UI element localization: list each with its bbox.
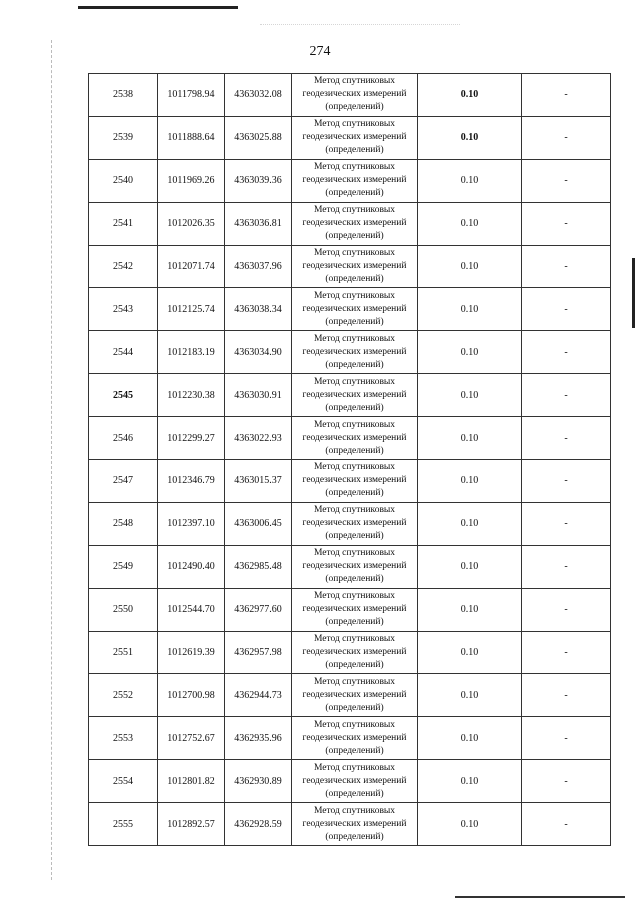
table-row [89,374,611,417]
method-cell [292,288,418,331]
method-line: (определений) [325,660,384,671]
table-row [89,460,611,503]
method-line: (определений) [325,574,384,585]
table-row [89,74,611,117]
note-cell: - [522,631,611,674]
method-cell [292,245,418,288]
x-coordinate-cell: 1012230.38 [158,374,225,417]
accuracy-cell: 0.10 [418,717,522,760]
note-cell: - [522,803,611,846]
method-cell [292,74,418,117]
point-number-cell: 2553 [89,717,158,760]
method-line: (определений) [325,488,384,499]
y-coordinate-cell: 4363015.37 [225,460,292,503]
method-line: (определений) [325,831,384,842]
note-cell: - [522,374,611,417]
method-line: Метод спутниковых [313,162,396,173]
point-number-cell: 2538 [89,74,158,117]
note-cell: - [522,588,611,631]
scan-artifact-specks [260,10,460,25]
method-cell [292,717,418,760]
method-line: геодезических измерений [302,346,407,357]
table-row [89,631,611,674]
method-cell [292,803,418,846]
accuracy-cell: 0.10 [418,374,522,417]
method-line: геодезических измерений [302,647,407,658]
method-cell [292,202,418,245]
x-coordinate-cell: 1011888.64 [158,116,225,159]
note-cell: - [522,760,611,803]
method-line: геодезических измерений [302,261,407,271]
method-line: Метод спутниковых [313,591,396,602]
method-line: Метод спутниковых [313,419,396,430]
table-row [89,717,611,760]
method-line: Метод спутниковых [313,290,396,301]
method-cell [292,460,418,503]
y-coordinate-cell: 4363036.81 [225,202,292,245]
accuracy-cell: 0.10 [418,331,522,374]
method-line: Метод спутниковых [313,634,396,645]
method-line: (определений) [325,445,384,456]
x-coordinate-cell: 1012299.27 [158,417,225,460]
page-number: 274 [309,44,331,59]
accuracy-cell: 0.10 [418,116,522,159]
x-coordinate-cell: 1012071.74 [158,245,225,288]
method-line: Метод спутниковых [313,376,396,387]
accuracy-cell: 0.10 [418,159,522,202]
point-number-cell: 2540 [89,159,158,202]
table-row [89,803,611,846]
method-cell [292,545,418,588]
note-cell: - [522,545,611,588]
method-line: (определений) [325,145,384,156]
method-cell [292,502,418,545]
x-coordinate-cell: 1012397.10 [158,502,225,545]
method-line: Метод спутниковых [313,719,396,730]
note-cell: - [522,245,611,288]
method-cell [292,374,418,417]
method-line: (определений) [325,788,384,799]
method-cell [292,417,418,460]
method-line: геодезических измерений [302,818,407,829]
note-cell: - [522,331,611,374]
accuracy-cell: 0.10 [418,417,522,460]
table-row [89,502,611,545]
accuracy-cell: 0.10 [418,202,522,245]
table-row [89,159,611,202]
method-line: Метод спутниковых [313,205,396,216]
scan-artifact-bottom-line [455,896,625,898]
accuracy-cell: 0.10 [418,288,522,331]
method-cell [292,760,418,803]
note-cell: - [522,288,611,331]
method-line: (определений) [325,274,384,284]
y-coordinate-cell: 4362977.60 [225,588,292,631]
method-line: геодезических измерений [302,604,407,615]
table-row [89,588,611,631]
method-cell [292,159,418,202]
table-row [89,116,611,159]
method-line: (определений) [325,359,384,370]
point-number-cell: 2550 [89,588,158,631]
accuracy-cell: 0.10 [418,674,522,717]
note-cell: - [522,116,611,159]
method-line: Метод спутниковых [313,805,396,816]
coordinates-table [88,73,611,846]
table-row [89,674,611,717]
method-line: Метод спутниковых [313,548,396,559]
x-coordinate-cell: 1012752.67 [158,717,225,760]
coordinates-table-body [89,74,611,846]
table-row [89,331,611,374]
method-line: (определений) [325,745,384,756]
accuracy-cell: 0.10 [418,74,522,117]
y-coordinate-cell: 4363032.08 [225,74,292,117]
point-number-cell: 2548 [89,502,158,545]
x-coordinate-cell: 1012700.98 [158,674,225,717]
point-number-cell: 2542 [89,245,158,288]
method-cell [292,331,418,374]
x-coordinate-cell: 1011798.94 [158,74,225,117]
accuracy-cell: 0.10 [418,502,522,545]
point-number-cell: 2555 [89,803,158,846]
x-coordinate-cell: 1012346.79 [158,460,225,503]
point-number-cell: 2547 [89,460,158,503]
accuracy-cell: 0.10 [418,588,522,631]
method-cell [292,116,418,159]
method-line: Метод спутниковых [313,676,396,687]
method-cell [292,631,418,674]
method-line: геодезических измерений [302,475,407,486]
point-number-cell: 2546 [89,417,158,460]
x-coordinate-cell: 1012026.35 [158,202,225,245]
method-line: (определений) [325,531,384,542]
method-line: геодезических измерений [302,689,407,700]
y-coordinate-cell: 4362944.73 [225,674,292,717]
point-number-cell: 2545 [89,374,158,417]
x-coordinate-cell: 1012801.82 [158,760,225,803]
accuracy-cell: 0.10 [418,245,522,288]
method-line: Метод спутниковых [313,762,396,773]
method-line: Метод спутниковых [313,333,396,344]
scan-artifact-left-margin [51,40,53,880]
method-line: Метод спутниковых [313,76,396,87]
scan-artifact-top-line [78,6,238,9]
point-number-cell: 2544 [89,331,158,374]
method-cell [292,674,418,717]
point-number-cell: 2554 [89,760,158,803]
y-coordinate-cell: 4363034.90 [225,331,292,374]
table-row [89,545,611,588]
x-coordinate-cell: 1012544.70 [158,588,225,631]
table-row [89,760,611,803]
note-cell: - [522,202,611,245]
y-coordinate-cell: 4362935.96 [225,717,292,760]
method-line: (определений) [325,188,384,199]
y-coordinate-cell: 4362985.48 [225,545,292,588]
accuracy-cell: 0.10 [418,545,522,588]
note-cell: - [522,502,611,545]
y-coordinate-cell: 4363038.34 [225,288,292,331]
table-row [89,245,611,288]
accuracy-cell: 0.10 [418,631,522,674]
point-number-cell: 2543 [89,288,158,331]
y-coordinate-cell: 4363006.45 [225,502,292,545]
note-cell: - [522,460,611,503]
y-coordinate-cell: 4362928.59 [225,803,292,846]
method-line: геодезических измерений [302,132,407,143]
table-row [89,202,611,245]
accuracy-cell: 0.10 [418,803,522,846]
point-number-cell: 2551 [89,631,158,674]
x-coordinate-cell: 1012490.40 [158,545,225,588]
method-line: (определений) [325,316,384,327]
y-coordinate-cell: 4363039.36 [225,159,292,202]
x-coordinate-cell: 1012892.57 [158,803,225,846]
y-coordinate-cell: 4362930.89 [225,760,292,803]
note-cell: - [522,74,611,117]
scan-artifact-right-mark [632,258,635,328]
method-line: (определений) [325,402,384,413]
note-cell: - [522,417,611,460]
method-line: геодезических измерений [302,389,407,400]
x-coordinate-cell: 1012125.74 [158,288,225,331]
method-line: геодезических измерений [302,518,407,529]
x-coordinate-cell: 1012183.19 [158,331,225,374]
note-cell: - [522,159,611,202]
method-line: геодезических измерений [302,175,407,186]
method-line: Метод спутниковых [313,119,396,130]
method-line: геодезических измерений [302,775,407,786]
accuracy-cell: 0.10 [418,760,522,803]
method-line: геодезических измерений [302,303,407,314]
y-coordinate-cell: 4363025.88 [225,116,292,159]
method-line: геодезических измерений [302,561,407,572]
method-line: геодезических измерений [302,218,407,229]
method-line: (определений) [325,231,384,242]
method-line: (определений) [325,102,384,113]
point-number-cell: 2541 [89,202,158,245]
point-number-cell: 2552 [89,674,158,717]
method-line: геодезических измерений [302,89,407,100]
note-cell: - [522,717,611,760]
point-number-cell: 2539 [89,116,158,159]
y-coordinate-cell: 4363037.96 [225,245,292,288]
y-coordinate-cell: 4363030.91 [225,374,292,417]
y-coordinate-cell: 4362957.98 [225,631,292,674]
note-cell: - [522,674,611,717]
method-line: геодезических измерений [302,432,407,443]
method-line: Метод спутниковых [313,505,396,516]
method-cell [292,588,418,631]
x-coordinate-cell: 1012619.39 [158,631,225,674]
y-coordinate-cell: 4363022.93 [225,417,292,460]
method-line: геодезических измерений [302,732,407,743]
method-line: Метод спутниковых [313,462,396,473]
method-line: (определений) [325,617,384,628]
point-number-cell: 2549 [89,545,158,588]
table-row [89,417,611,460]
method-line: (определений) [325,702,384,713]
method-line: Метод спутниковых [313,248,396,258]
accuracy-cell: 0.10 [418,460,522,503]
x-coordinate-cell: 1011969.26 [158,159,225,202]
table-row [89,288,611,331]
